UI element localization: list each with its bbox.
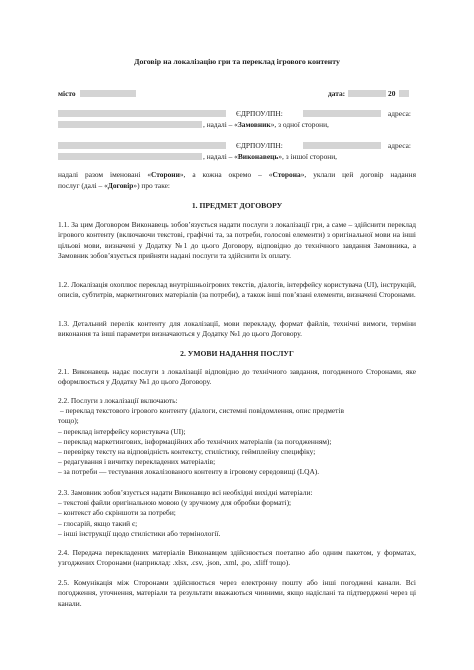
clause-1-1: 1.1. За цим Договором Виконавець зобов’язується надати послуги з локалізації гри, а саме – здійснити переклад ігрового контенту (включаючи текстові, графічні та, за потреби, голосові елементи) з оригінальної мови на інші цільові мови, визначені у Додатку №1 до цього Договору, відповідно до технічного завдання Замовника, а Замовник зобов’язується прийняти надані послуги та здійснити їх оплату. [58,220,416,261]
city-field[interactable] [80,90,136,97]
intro-line-1: надалі разом іменовані «Сторони», а кожна окремо – «Сторона», уклали цей договір надання [58,170,416,179]
date-label: дата: [328,89,346,98]
clause-2-1: 2.1. Виконавець надає послуги з локалізації відповідно до технічного завдання, погодженого Сторонами, яке оформлюється у Додатку №1 до цього Договору. [58,367,416,387]
year-field[interactable] [399,90,409,97]
clause-2-5: 2.5. Комунікація між Сторонами здійснюється через електронну пошту або інші погоджені канали. Всі погодження, уточнення, матеріали та результати вважаються чинними, якщо надіслані та підтверджені через ці канали. [58,578,416,608]
section-2-heading: 2. УМОВИ НАДАННЯ ПОСЛУГ [180,349,294,358]
clause-2-3 [58,488,418,539]
contractor-edrpou-field[interactable] [303,142,381,149]
list-item: – редагування і вичитку перекладених матеріалів; [58,457,216,467]
year-prefix: 20 [388,89,396,98]
customer-edrpou-field[interactable] [303,110,381,117]
clause-1-3: 1.3. Детальний перелік контенту для локалізації, мови перекладу, формат файлів, технічні вимоги, терміни виконання та інші параметри визначаються у Додатку №1 до цього Договору. [58,319,416,339]
contractor-address-label: адреса: [388,141,411,150]
list-item: – текстові файли оригінальною мовою (у зручному для обробки форматі); [58,498,292,508]
clause-2-2-title: 2.2. Послуги з локалізації включають: [58,396,178,405]
clause-1-2: 1.2. Локалізація охоплює переклад внутрішньоігрових текстів, діалогів, інтерфейсу користувача (UI), інструкцій, описів, субтитрів, маркетингових матеріалів (за потреби), а також інші пов’язані елементи, визначені Сторонами. [58,280,416,300]
clause-2-3-title: 2.3. Замовник зобов’язується надати Виконавцю всі необхідні вихідні матеріали: [58,488,313,497]
list-item: – переклад інтерфейсу користувача (UI); [58,426,186,436]
list-item: тощо); [58,416,79,426]
customer-edrpou-label: ЄДРПОУ/ІПН: [236,109,283,118]
contractor-name-field[interactable] [58,142,226,149]
customer-role-line: , надалі – «Замовник», з одної сторони, [203,120,329,129]
customer-address-label: адреса: [388,109,411,118]
contractor-edrpou-label: ЄДРПОУ/ІПН: [236,141,283,150]
list-item: – перевірку тексту на відповідність контексту, стилістику, геймплейну специфіку; [58,447,316,457]
list-item: – глосарій, якщо такий є; [58,518,138,528]
customer-name-field[interactable] [58,110,226,117]
contractor-role-line: , надалі – «Виконавець», з іншої сторони, [203,152,338,161]
list-item: – інші інструкції щодо стилістики або термінології. [58,528,221,538]
clause-2-2 [58,396,418,478]
section-1-heading: 1. ПРЕДМЕТ ДОГОВОРУ [191,201,283,210]
list-item: – за потреби — тестування локалізованого контенту в ігровому середовищі (LQA). [58,467,320,477]
customer-address-field[interactable] [58,121,202,128]
intro-line-2: послуг (далі – «Договір») про таке: [58,181,170,190]
clause-2-4: 2.4. Передача перекладених матеріалів Виконавцем здійснюється поетапно або одним пакетом, у форматах, узгоджених Сторонами (наприклад: .xlsx, .csv, .json, .xml, .po, .xliff тощо). [58,548,416,568]
city-label: місто [58,89,76,98]
list-item: – переклад текстового ігрового контенту (діалоги, системні повідомлення, опис предметів [60,406,344,416]
document-title: Договір на локалізацію гри та переклад ігрового контенту [134,57,340,66]
date-field[interactable] [348,90,386,97]
list-item: – переклад маркетингових, інформаційних або технічних матеріалів (за погодженням); [58,436,332,446]
contractor-address-field[interactable] [58,153,202,160]
list-item: – контекст або скріншоти за потреби; [58,508,176,518]
